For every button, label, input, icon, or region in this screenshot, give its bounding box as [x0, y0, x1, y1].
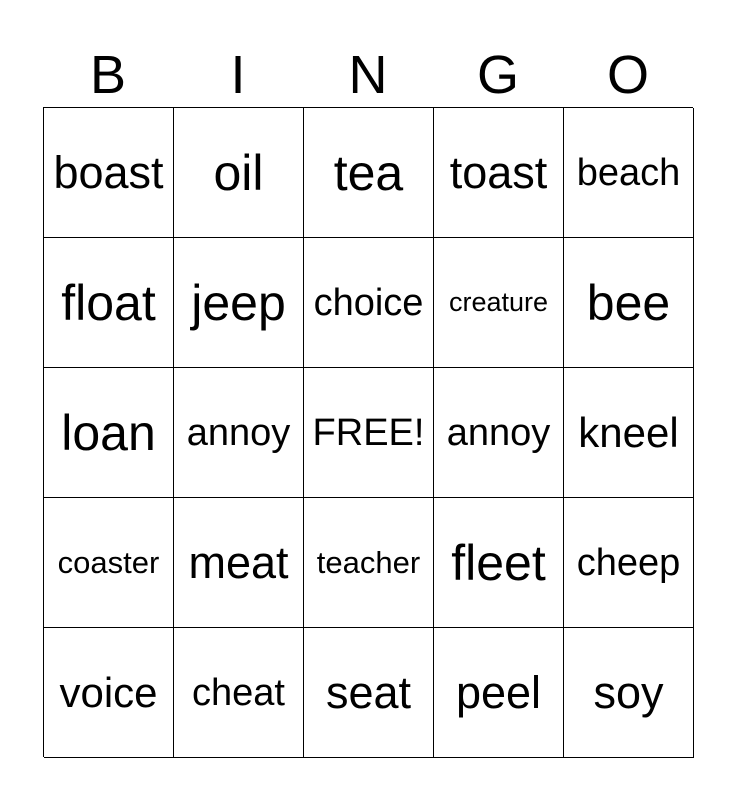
bingo-cell: coaster — [44, 498, 174, 628]
bingo-cell: boast — [44, 108, 174, 238]
bingo-cell: toast — [434, 108, 564, 238]
bingo-cell: voice — [44, 628, 174, 758]
bingo-cell free-space: FREE! — [304, 368, 434, 498]
bingo-cell: beach — [564, 108, 694, 238]
header-letter-i: I — [230, 45, 246, 105]
header-letter-b: B — [89, 45, 127, 105]
bingo-cell: soy — [564, 628, 694, 758]
bingo-cell: cheep — [564, 498, 694, 628]
bingo-cell: teacher — [304, 498, 434, 628]
bingo-cell: annoy — [174, 368, 304, 498]
bingo-cell: bee — [564, 238, 694, 368]
bingo-cell: meat — [174, 498, 304, 628]
header-letter-g: G — [476, 45, 519, 105]
bingo-cell: loan — [44, 368, 174, 498]
bingo-cell: cheat — [174, 628, 304, 758]
bingo-cell: annoy — [434, 368, 564, 498]
bingo-card-grid — [43, 107, 693, 757]
bingo-cell: seat — [304, 628, 434, 758]
header-letter-o: O — [606, 45, 649, 105]
bingo-cell: choice — [304, 238, 434, 368]
bingo-cell: jeep — [174, 238, 304, 368]
bingo-cell: oil — [174, 108, 304, 238]
bingo-cell: float — [44, 238, 174, 368]
bingo-cell: kneel — [564, 368, 694, 498]
bingo-cell: peel — [434, 628, 564, 758]
bingo-cell: tea — [304, 108, 434, 238]
bingo-header — [43, 42, 693, 108]
bingo-cell: fleet — [434, 498, 564, 628]
bingo-cell: creature — [434, 238, 564, 368]
header-letter-n: N — [348, 45, 388, 105]
